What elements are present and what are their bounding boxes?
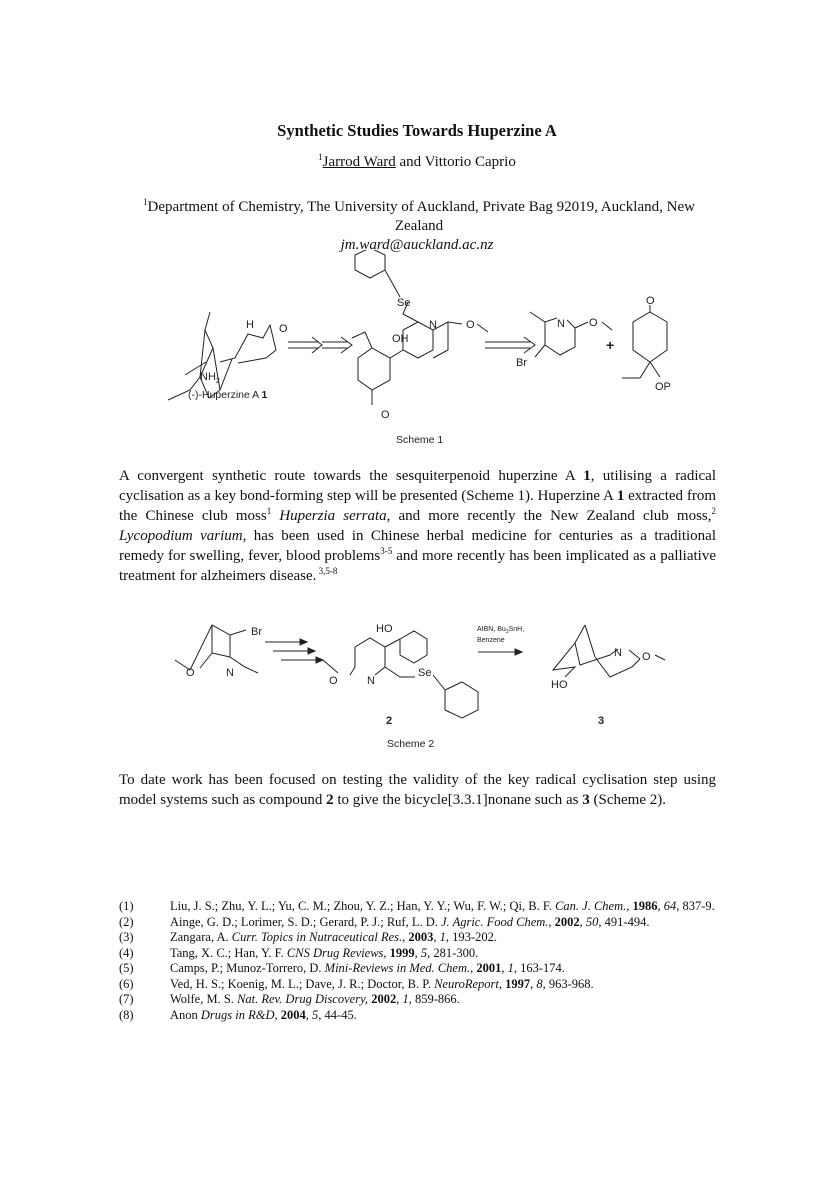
text-run: , 281-300. (427, 945, 479, 960)
reference-item (119, 946, 729, 962)
br-label: Br (516, 357, 527, 369)
text-run: , (414, 945, 421, 960)
scheme-2-caption: Scheme 2 (387, 738, 435, 750)
text-run: , (305, 1007, 313, 1022)
citation-superscript: 3,5-8 (316, 566, 338, 576)
text-run: 2003 (408, 930, 434, 944)
ho-label: HO (376, 623, 393, 635)
email: jm.ward@auckland.ac.nz (340, 237, 494, 253)
text-run: 5 (420, 945, 428, 960)
retro-arrows (288, 337, 535, 353)
text-run: , 837-9. (676, 899, 715, 913)
o-label: O (646, 295, 655, 307)
text-run: Curr. Topics in Nutraceutical Res., (231, 930, 406, 944)
text-run: 1 (507, 961, 514, 975)
reagents-line-2: Benzene (477, 637, 505, 644)
reference-text (170, 930, 729, 946)
n-label: N (557, 318, 565, 330)
plus-sign: + (606, 337, 615, 353)
bromopyridine-structure (516, 312, 615, 369)
text-run: J. Agric. Food Chem., (441, 914, 552, 929)
text-run: , (657, 899, 664, 913)
text-run: 1999 (389, 945, 415, 960)
intermediate-structure (352, 250, 488, 421)
text-run: , 193-202. (445, 930, 497, 944)
text-run: Mini-Reviews in Med. Chem., (324, 961, 474, 975)
text-run: Tang, X. C.; Han, Y. F. (170, 945, 287, 960)
reference-number: (2) (119, 914, 134, 929)
reference-text (170, 977, 729, 993)
text-run: extracted from the Chinese club moss (119, 488, 717, 524)
starting-pyridine-structure (175, 625, 262, 679)
affiliation-mark: 1 (318, 152, 323, 162)
reference-text (170, 899, 729, 915)
reference-item (119, 915, 729, 931)
n-label: N (429, 319, 437, 331)
text-run: NeuroReport, (434, 976, 503, 991)
text-run: 2002 (554, 914, 580, 929)
text-run: , 859-866. (408, 992, 460, 1006)
reference-text (170, 1008, 729, 1024)
reference-text (170, 946, 729, 962)
nh2-label: $NH_2$ (200, 371, 220, 385)
o-label: O (642, 651, 651, 663)
citation-superscript: 2 (711, 506, 716, 516)
presenting-author: Jarrod Ward (322, 154, 396, 170)
text-run: 2001 (476, 961, 502, 975)
text-run: 8 (536, 976, 543, 991)
text-run: CNS Drug Reviews, (286, 945, 387, 960)
text-run: Ainge, G. D.; Lorimer, S. D.; Gerard, P. J.; Ruf, L. D. (170, 914, 441, 929)
affiliation-text: Department of Chemistry, The University of Auckland, Private Bag 92019, Auckland, New Zealand (147, 199, 695, 234)
text-run: and more recently has been implicated as a palliative treatment for alzheimers disease. (119, 548, 717, 584)
n-label: N (614, 647, 622, 659)
nh-label: H (246, 319, 254, 331)
text-run: Camps, P.; Munoz-Torrero, D. (170, 961, 325, 975)
text-run: 64 (663, 899, 677, 913)
references-list (119, 899, 729, 1023)
text-run: Can. J. Chem., (555, 899, 630, 913)
text-run: 5 (312, 1007, 319, 1022)
reference-item (119, 992, 729, 1008)
n-label: N (226, 667, 234, 679)
reference-text (170, 992, 729, 1008)
citation-superscript: 3-5 (380, 546, 393, 556)
text-run: Liu, J. S.; Zhu, Y. L.; Yu, C. M.; Zhou, Y. Z.; Han, Y. Y.; Wu, F. W.; Qi, B. F. (170, 899, 556, 913)
text-run: , utilising a radical cyclisation as a key bond-forming step will be presented (Scheme 1). Huperzine A (119, 468, 716, 504)
compound-2-label: 2 (386, 715, 393, 727)
reference-item (119, 930, 729, 946)
br-label: Br (251, 626, 262, 638)
reference-number: (5) (119, 961, 134, 975)
text-run: 1 (402, 992, 409, 1006)
op-label: OP (655, 381, 671, 393)
compound-3-structure (551, 625, 665, 727)
text-run: , (579, 914, 586, 929)
text-run: , (530, 976, 537, 991)
reference-text (170, 915, 729, 931)
text-run: Ved, H. S.; Koenig, M. L.; Dave, J. R.; Doctor, B. P. (170, 976, 435, 991)
text-run: Anon (170, 1007, 201, 1022)
text-run: 50 (585, 914, 599, 929)
text-run: Lycopodium varium (119, 528, 243, 544)
text-run: , (501, 961, 508, 975)
paper-title: Synthetic Studies Towards Huperzine A (277, 121, 557, 140)
text-run: A convergent synthetic route towards the sesquiterpenoid huperzine A (119, 468, 584, 484)
text-run: To date work has been focused on testing the validity of the key radical cyclisation step using model systems such as compound (119, 772, 716, 808)
author-line (0, 154, 834, 171)
text-run: Drugs in R&D, (200, 1007, 278, 1022)
o-label: O (381, 409, 390, 421)
reference-number: (7) (119, 992, 134, 1006)
huperzine-label: (-)-Huperzine A 1 (188, 389, 268, 401)
text-run: 1 (583, 468, 591, 484)
text-run: Nat. Rev. Drug Discovery, (237, 992, 369, 1006)
text-run: Zangara, A. (170, 930, 232, 944)
quinol-structure (622, 295, 671, 393)
o-label: O (329, 675, 338, 687)
text-run: 1986 (632, 899, 658, 913)
affiliation-mark: 1 (143, 197, 148, 207)
scheme-1-caption: Scheme 1 (396, 434, 444, 446)
text-run: , 963-968. (542, 976, 594, 991)
text-run: (Scheme 2). (589, 792, 666, 808)
text-run: 2002 (371, 992, 397, 1006)
compound-3-label: 3 (598, 715, 605, 727)
text-run: , (433, 930, 440, 944)
co-author: Vittorio Caprio (424, 154, 516, 170)
text-run: 1 (616, 488, 625, 504)
scheme-2 (0, 605, 834, 755)
text-run: 3 (582, 792, 590, 808)
n-label: N (367, 675, 375, 687)
compound-2-structure (323, 623, 478, 727)
text-run: , (396, 992, 403, 1006)
reference-item (119, 961, 729, 977)
reference-item (119, 977, 729, 993)
se-label: Se (397, 297, 411, 309)
oh-label: OH (392, 333, 409, 345)
reference-text (170, 961, 729, 977)
text-run: 2004 (280, 1007, 306, 1022)
text-run: , 163-174. (513, 961, 565, 975)
text-run: 2 (326, 792, 334, 808)
text-run: , 491-494. (598, 914, 650, 929)
text-run: , and more recently the New Zealand club moss, (386, 508, 712, 524)
reference-number: (8) (119, 1007, 134, 1022)
o-label: O (186, 667, 195, 679)
text-run: 1 (439, 930, 446, 944)
text-run: Huperzia serrata (279, 508, 387, 524)
text-run: to give the bicycle[3.3.1]nonane such as (333, 792, 583, 808)
reference-number: (1) (119, 899, 134, 913)
reagents-line-1: AIBN, $Bu_3SnH$, (477, 626, 525, 635)
reference-item (119, 899, 729, 915)
citation-superscript: 1 (266, 506, 272, 516)
ho-label: HO (551, 679, 568, 691)
author-joiner: and (395, 154, 425, 170)
text-run: Wolfe, M. S. (170, 992, 238, 1006)
reference-number: (6) (119, 976, 134, 991)
o-label: O (279, 323, 288, 335)
reference-item (119, 1008, 729, 1024)
paragraph-1 (119, 466, 716, 586)
o-label: O (589, 317, 598, 329)
reference-number: (4) (119, 945, 134, 960)
text-run: , has been used in Chinese herbal medicine for centuries as a traditional remedy for swelling, fever, blood problems (119, 528, 716, 564)
huperzine-structure (168, 312, 288, 401)
reference-number: (3) (119, 930, 134, 944)
paragraph-2 (119, 770, 716, 810)
text-run: 1997 (505, 976, 531, 991)
text-run: , 44-45. (318, 1007, 357, 1022)
se-label: Se (418, 667, 432, 679)
affiliation (119, 198, 719, 236)
scheme-1 (0, 250, 834, 450)
o-label: O (466, 319, 475, 331)
